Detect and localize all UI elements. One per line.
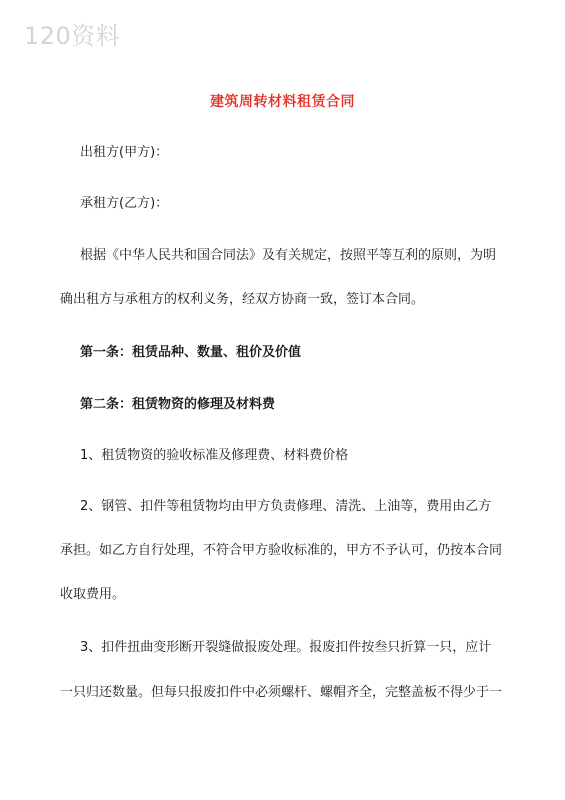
watermark-text: 120资料 <box>24 22 121 50</box>
article1-heading: 第一条：租赁品种、数量、租价及价值 <box>80 345 302 360</box>
item1-text: 1、租赁物资的验收标准及修理费、材料费价格 <box>80 448 349 463</box>
item3-line-2: 一只归还数量。但每只报废扣件中必须螺杆、螺帽齐全，完整盖板不得少于一 <box>60 685 503 700</box>
document-title: 建筑周转材料租赁合同 <box>210 94 355 110</box>
item3-line-1: 3、扣件扭曲变形断开裂缝做报废处理。报废扣件按叁只折算一只，应计 <box>80 640 492 655</box>
item2-line-2: 承担。如乙方自行处理，不符合甲方验收标准的，甲方不予认可，仍按本合同 <box>60 543 503 558</box>
lessee-label: 承租方(乙方)： <box>80 196 169 211</box>
intro-line-2: 确出租方与承租方的权利义务，经双方协商一致，签订本合同。 <box>60 292 425 307</box>
article2-heading: 第二条：租赁物资的修理及材料费 <box>80 397 276 412</box>
item2-line-1: 2、钢管、扣件等租赁物均由甲方负责修理、清洗、上油等，费用由乙方 <box>80 499 492 514</box>
lessor-label: 出租方(甲方)： <box>80 145 169 160</box>
item2-line-3: 收取费用。 <box>60 587 126 602</box>
intro-line-1: 根据《中华人民共和国合同法》及有关规定，按照平等互利的原则，为明 <box>80 248 497 263</box>
